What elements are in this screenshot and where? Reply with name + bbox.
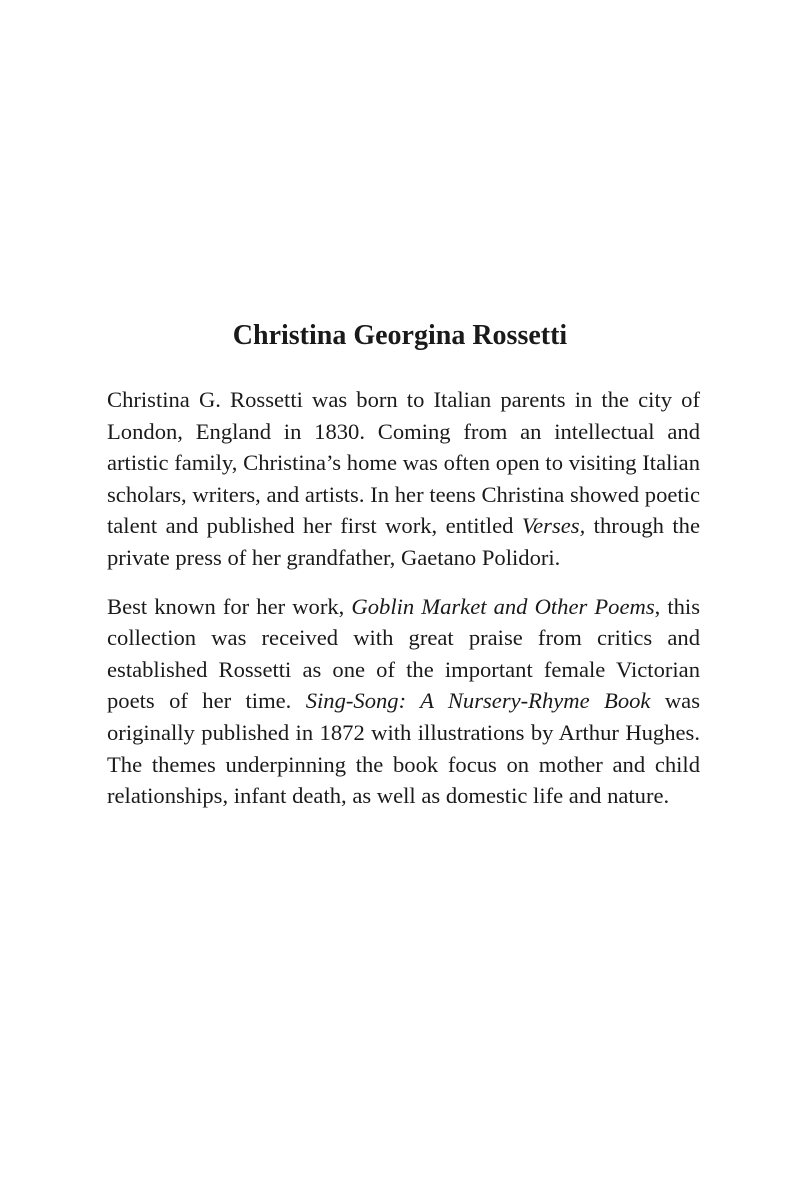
text-run: talent and published her first work, entitled — [107, 513, 522, 539]
text-run: through the — [585, 513, 701, 539]
text-line — [107, 622, 700, 654]
text-run: London, England in 1830. Coming from an intellectual and — [107, 418, 700, 444]
text-line — [107, 479, 700, 511]
text-line — [107, 654, 700, 686]
paragraph-biography-early-life — [107, 384, 700, 574]
text-run: poets of her time. — [107, 688, 306, 714]
text-run: private press of her grandfather, Gaetano Polidori. — [107, 544, 561, 570]
text-line — [107, 717, 700, 749]
text-run: , this — [654, 593, 700, 619]
book-title-verses: Verses, — [521, 513, 586, 539]
text-run: Best known for her work, — [107, 593, 352, 619]
text-run: was — [650, 688, 700, 714]
text-line — [107, 416, 700, 448]
paragraph-notable-works — [107, 591, 700, 812]
text-run: Christina G. Rossetti was born to Italian parents in the city of — [107, 387, 700, 412]
text-run: scholars, writers, and artists. In her teens Christina showed poetic — [107, 481, 700, 507]
text-line — [107, 384, 700, 416]
text-line — [107, 685, 700, 717]
text-line — [107, 749, 700, 781]
book-title-sing-song: Sing-Song: A Nursery-Rhyme Book — [305, 688, 651, 714]
text-run: The themes underpinning the book focus on mother and child — [107, 751, 700, 777]
book-title-goblin-market: Goblin Market and Other Poems — [351, 593, 655, 619]
biography-text — [107, 384, 700, 812]
page-title: Christina Georgina Rossetti — [232, 320, 568, 351]
text-run: relationships, infant death, as well as domestic life and nature. — [107, 783, 670, 809]
text-run: originally published in 1872 with illustrations by Arthur Hughes. — [107, 719, 700, 745]
text-line — [107, 447, 700, 479]
text-run: established Rossetti as one of the important female Victorian — [107, 656, 700, 682]
text-line — [107, 780, 700, 812]
text-line — [107, 542, 700, 574]
text-line — [107, 591, 700, 623]
text-run: artistic family, Christina’s home was often open to visiting Italian — [107, 450, 700, 476]
text-line — [107, 510, 700, 542]
text-run: collection was received with great praise from critics and — [107, 625, 700, 651]
